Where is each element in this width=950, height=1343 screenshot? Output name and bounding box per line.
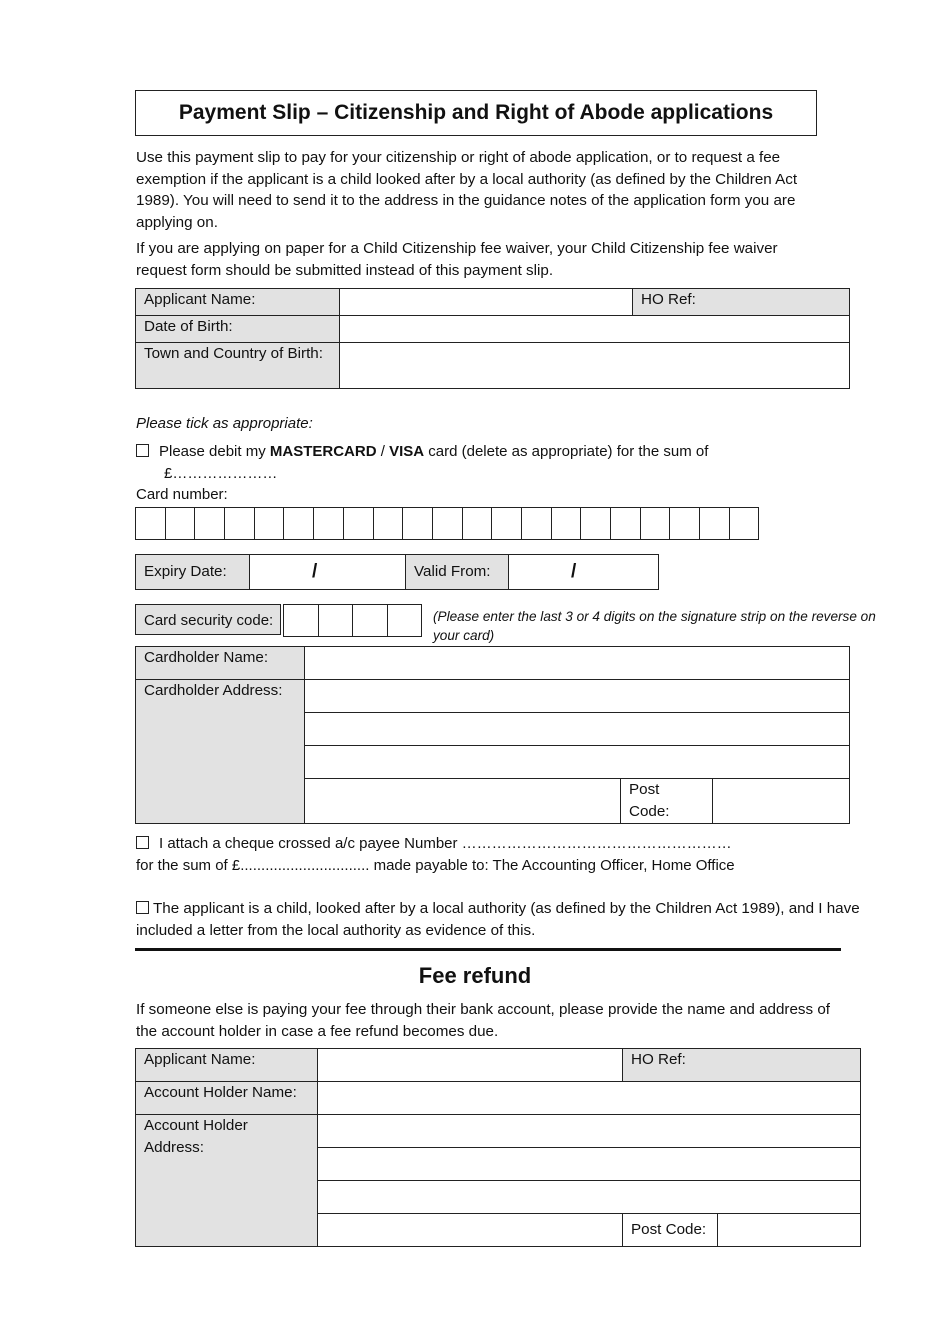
account-holder-name-field[interactable] [318, 1082, 861, 1115]
ho-ref-label[interactable]: HO Ref: [633, 289, 850, 316]
security-code-label: Card security code: [135, 604, 281, 635]
card-number-digit-19[interactable] [670, 508, 700, 539]
expiry-label: Expiry Date: [136, 555, 250, 590]
cardholder-address-line-4[interactable] [305, 779, 621, 824]
cardholder-address-line-2[interactable] [305, 713, 850, 746]
card-number-digit-1[interactable] [136, 508, 166, 539]
card-number-digit-2[interactable] [166, 508, 196, 539]
account-address-line-1[interactable] [318, 1115, 861, 1148]
birthplace-field[interactable] [340, 343, 850, 389]
card-debit-option [136, 443, 708, 460]
section-divider [135, 948, 841, 951]
refund-applicant-name-field[interactable] [318, 1049, 623, 1082]
birthplace-label: Town and Country of Birth: [136, 343, 340, 389]
cheque-checkbox[interactable] [136, 836, 149, 849]
card-number-label: Card number: [136, 486, 228, 503]
child-exemption-text: The applicant is a child, looked after by a local authority (as defined by the Children Act 1989), and I have included a letter from the local authority as evidence of this. [136, 900, 860, 939]
refund-postcode-label: Post Code: [623, 1214, 718, 1247]
cheque-line-2: for the sum of £............................... made payable to: The Accounting Officer, Home Office [136, 857, 735, 874]
valid-from-field[interactable]: / [509, 555, 659, 590]
account-holder-address-label: Account Holder Address: [136, 1115, 318, 1247]
fee-refund-title: Fee refund [418, 963, 532, 988]
refund-applicant-name-label: Applicant Name: [136, 1049, 318, 1082]
applicant-name-field[interactable] [340, 289, 633, 316]
slash-text: / [376, 443, 390, 460]
intro-text: Use this payment slip to pay for your citizenship or right of abode application, or to request a fee exemption if the applicant is a child looked after by a local authority (as defined by the Children Act 1989). You will need to send it to the address in the guidance notes of the application form you are applying on. [136, 149, 798, 231]
card-number-digit-14[interactable] [522, 508, 552, 539]
cardholder-postcode-field[interactable] [713, 779, 850, 824]
card-number-digit-21[interactable] [730, 508, 759, 539]
card-number-digit-5[interactable] [255, 508, 285, 539]
security-code-digit-4[interactable] [388, 605, 422, 636]
cardholder-address-line-3[interactable] [305, 746, 850, 779]
card-number-digit-17[interactable] [611, 508, 641, 539]
cardholder-name-label: Cardholder Name: [136, 647, 305, 680]
refund-postcode-field[interactable] [718, 1214, 861, 1247]
card-number-digit-18[interactable] [641, 508, 671, 539]
security-code-digit-2[interactable] [319, 605, 354, 636]
tick-prompt: Please tick as appropriate: [136, 415, 313, 432]
card-debit-checkbox[interactable] [136, 444, 149, 457]
card-number-boxes[interactable] [135, 507, 759, 540]
refund-table [135, 1048, 861, 1247]
expiry-date-field[interactable]: / [250, 555, 406, 590]
cardholder-address-line-1[interactable] [305, 680, 850, 713]
debit-pre-text: Please debit my [159, 443, 270, 460]
card-dates-table [135, 554, 659, 590]
card-number-digit-3[interactable] [195, 508, 225, 539]
waiver-note: If you are applying on paper for a Child Citizenship fee waiver, your Child Citizenship fee waiver request form should be submitted instead of this payment slip. [136, 240, 778, 279]
mastercard-text: MASTERCARD [269, 443, 377, 460]
account-address-line-3[interactable] [318, 1181, 861, 1214]
valid-from-label: Valid From: [406, 555, 509, 590]
card-number-digit-13[interactable] [492, 508, 522, 539]
cardholder-name-field[interactable] [305, 647, 850, 680]
card-number-digit-11[interactable] [433, 508, 463, 539]
card-number-digit-4[interactable] [225, 508, 255, 539]
account-holder-name-label: Account Holder Name: [136, 1082, 318, 1115]
visa-text: VISA [389, 443, 425, 460]
child-exemption-option [136, 898, 876, 941]
refund-ho-ref-label[interactable]: HO Ref: [623, 1049, 861, 1082]
security-code-note: (Please enter the last 3 or 4 digits on the signature strip on the reverse on your card) [433, 609, 876, 643]
card-number-digit-20[interactable] [700, 508, 730, 539]
card-number-digit-9[interactable] [374, 508, 404, 539]
card-number-digit-7[interactable] [314, 508, 344, 539]
security-code-digit-1[interactable] [284, 605, 319, 636]
card-number-digit-10[interactable] [403, 508, 433, 539]
cheque-option [136, 835, 732, 852]
page-title: Payment Slip – Citizenship and Right of Abode applications [135, 90, 817, 136]
cardholder-postcode-label: Post Code: [621, 779, 713, 824]
card-number-digit-16[interactable] [581, 508, 611, 539]
card-number-digit-6[interactable] [284, 508, 314, 539]
debit-post-text: card (delete as appropriate) for the sum of [424, 443, 709, 460]
amount-line[interactable]: £………………… [164, 465, 278, 482]
child-exemption-checkbox[interactable] [136, 901, 149, 914]
dob-field[interactable] [340, 316, 850, 343]
card-number-digit-12[interactable] [463, 508, 493, 539]
cardholder-address-label: Cardholder Address: [136, 680, 305, 824]
card-number-digit-8[interactable] [344, 508, 374, 539]
security-code-boxes[interactable] [283, 604, 422, 637]
card-number-digit-15[interactable] [552, 508, 582, 539]
account-address-line-2[interactable] [318, 1148, 861, 1181]
security-code-digit-3[interactable] [353, 605, 388, 636]
applicant-name-label: Applicant Name: [136, 289, 340, 316]
cardholder-table [135, 646, 850, 824]
account-address-line-4[interactable] [318, 1214, 623, 1247]
applicant-details-table [135, 288, 850, 389]
fee-refund-intro: If someone else is paying your fee through their bank account, please provide the name and address of the account holder in case a fee refund becomes due. [136, 1001, 830, 1040]
cheque-line-1: I attach a cheque crossed a/c payee Number ……………………………………………… [159, 835, 732, 852]
dob-label: Date of Birth: [136, 316, 340, 343]
